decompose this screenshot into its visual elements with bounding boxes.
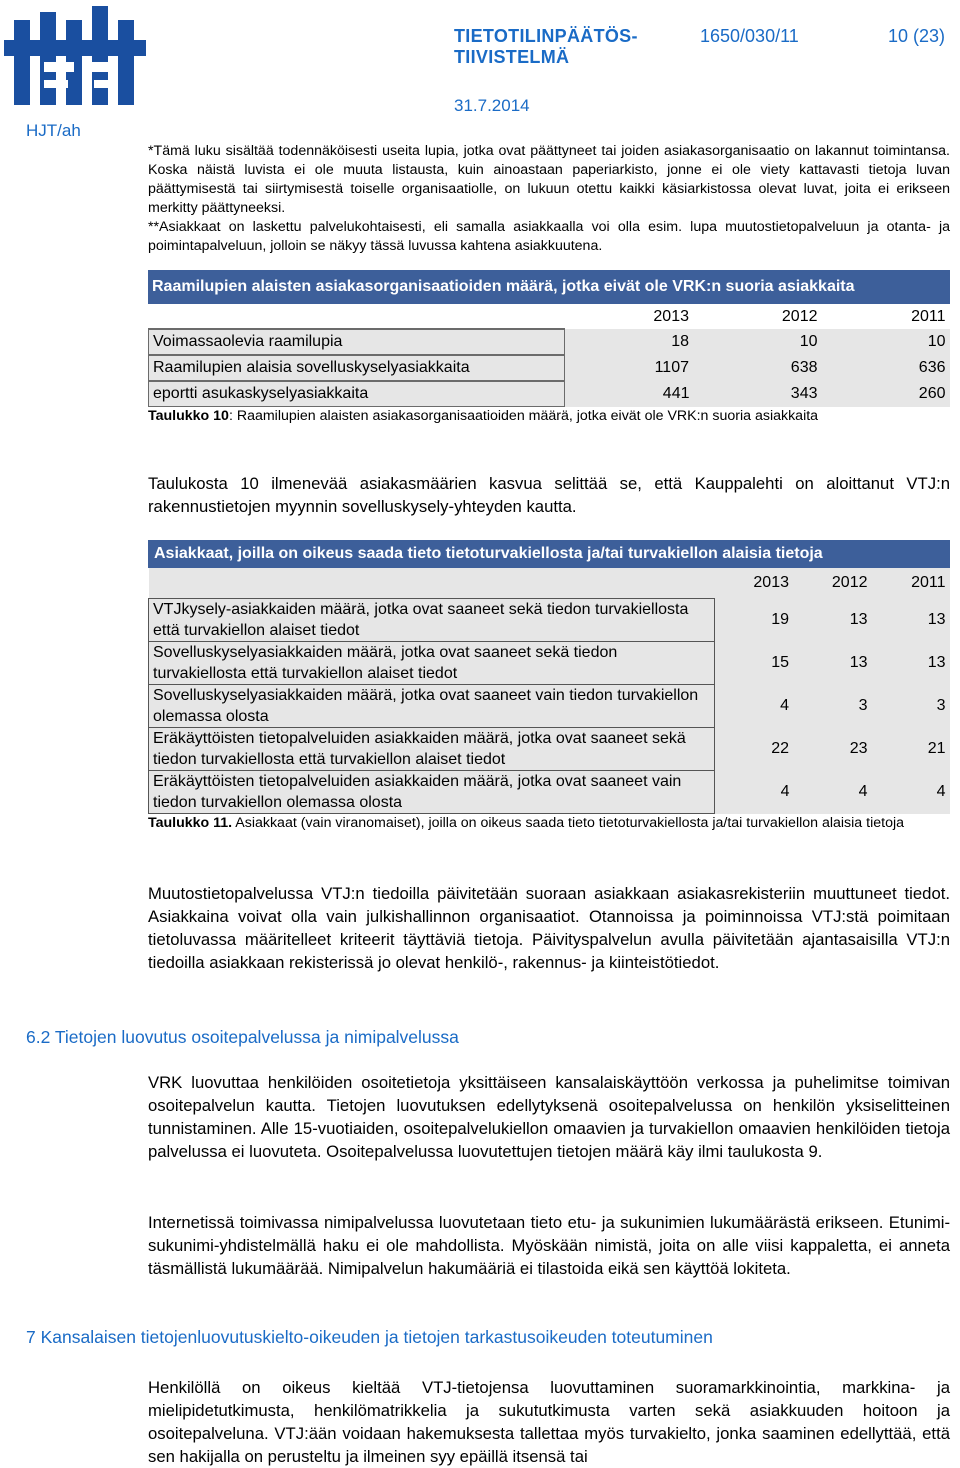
paragraph-text: VRK luovuttaa henkilöiden osoitetietoja yksittäiseen kansalaiskäyttöön verkossa ja puhelimitse toimivan osoitepalvelun kautta. Tietojen luovutuksen edellytyksenä osoitepalvelussa on henkilön yksiselitteinen tunnistaminen. Alle 15-vuotiaiden, osoitepalvelukiellon omaavien ja turvakiellon omaavien henkilöiden tietoja palvelussa ei luovuteta. Osoitepalvelussa luovutettujen tietojen määrä käy ilmi taulukosta 9. <box>148 1073 950 1161</box>
row-label: Eräkäyttöisten tietopalveluiden asiakkaiden määrä, jotka ovat saaneet sekä tiedon turvakiellosta että turvakiellon alaiset tiedot <box>149 728 715 771</box>
cell-value: 18 <box>565 329 694 355</box>
cell-value: 15 <box>715 642 794 685</box>
year-header: 2011 <box>872 568 950 599</box>
table-11-grid <box>148 568 950 814</box>
cell-value: 22 <box>715 728 794 771</box>
cell-value: 13 <box>794 599 872 642</box>
title-line-1: TIETOTILINPÄÄTÖS- <box>454 26 638 46</box>
cell-value: 636 <box>822 355 950 381</box>
org-code: HJT/ah <box>26 121 81 140</box>
table-header-row <box>149 568 950 599</box>
paragraph-3 <box>148 1071 950 1163</box>
table-10 <box>148 270 950 426</box>
table-10-caption <box>148 407 950 426</box>
table-corner <box>149 304 565 329</box>
cell-value: 343 <box>694 381 822 407</box>
cell-value: 3 <box>872 685 950 728</box>
cell-value: 23 <box>794 728 872 771</box>
row-label: Sovelluskyselyasiakkaiden määrä, jotka ovat saaneet vain tiedon turvakiellon olemassa olosta <box>149 685 715 728</box>
table-row <box>149 685 950 728</box>
cell-value: 260 <box>822 381 950 407</box>
caption-label: Taulukko 10 <box>148 408 229 424</box>
row-label: eportti asukaskyselyasiakkaita <box>149 381 565 407</box>
paragraph-2 <box>148 882 950 974</box>
cell-value: 3 <box>794 685 872 728</box>
caption-text: : Raamilupien alaisten asiakasorganisaatioiden määrä, jotka eivät ole VRK:n suoria asiakkaita <box>228 408 819 424</box>
table-10-title: Raamilupien alaisten asiakasorganisaatioiden määrä, jotka eivät ole VRK:n suoria asiakkaita <box>148 270 950 304</box>
table-row <box>149 599 950 642</box>
year-header: 2013 <box>715 568 794 599</box>
footnotes <box>148 142 950 256</box>
cell-value: 10 <box>822 329 950 355</box>
cell-value: 21 <box>872 728 950 771</box>
cell-value: 1107 <box>565 355 694 381</box>
title-line-2: TIIVISTELMÄ <box>454 47 570 67</box>
note-2: **Asiakkaat on laskettu palvelukohtaisesti, eli samalla asiakkaalla voi olla esim. lupa muutostietopalveluun ja otanta- ja poimintapalveluun, jolloin se näkyy tässä luvussa kahtena asiakkuutena. <box>148 219 950 254</box>
section-heading-6-2: 6.2 Tietojen luovutus osoitepalvelussa ja nimipalvelussa <box>26 1027 459 1047</box>
paragraph-4 <box>148 1211 950 1280</box>
cell-value: 4 <box>872 771 950 814</box>
table-row <box>149 642 950 685</box>
document-title <box>454 26 638 68</box>
table-row <box>149 329 950 355</box>
paragraph-text: Muutostietopalvelussa VTJ:n tiedoilla päivitetään suoraan asiakkaan asiakasrekisteriin muuttuneet tiedot. Asiakkaina voivat olla vain julkishallinnon organisaatiot. Otannoissa ja poiminnoissa VTJ:stä poimitaan tietoluvassa määritelleet kriteerit täyttäviä tietoja. Päivityspalvelun avulla päivitetään ajantasaisilla VTJ:n tiedoilla asiakkaan rekisterissä jo olevat henkilö-, rakennus- ja kiinteistötiedot. <box>148 884 950 972</box>
row-label: Eräkäyttöisten tietopalveluiden asiakkaiden määrä, jotka ovat saaneet vain tiedon turvakiellon olemassa olosta <box>149 771 715 814</box>
cell-value: 10 <box>694 329 822 355</box>
table-11 <box>148 540 950 833</box>
document-date: 31.7.2014 <box>454 96 530 115</box>
table-11-title: Asiakkaat, joilla on oikeus saada tieto tietoturvakiellosta ja/tai turvakiellon alaisia tietoja <box>148 540 950 568</box>
cell-value: 4 <box>794 771 872 814</box>
section-heading-7: 7 Kansalaisen tietojenluovutuskielto-oikeuden ja tietojen tarkastusoikeuden toteutuminen <box>26 1327 713 1347</box>
document-number: 1650/030/11 <box>700 26 799 46</box>
table-row <box>149 771 950 814</box>
table-11-caption <box>148 814 950 833</box>
year-header: 2011 <box>822 304 950 329</box>
paragraph-text: Internetissä toimivassa nimipalvelussa luovutetaan tieto etu- ja sukunimien lukumäärästä erikseen. Etunimi-sukunimi-yhdistelmällä haku ei ole mahdollista. Myöskään nimistä, joita on alle viisi kappaletta, ei anneta täsmällistä lukumäärää. Nimipalvelun hakumääriä ei tilastoida eikä sen käyttöä lokiteta. <box>148 1213 950 1278</box>
cell-value: 13 <box>794 642 872 685</box>
row-label: Voimassaolevia raamilupia <box>149 329 565 355</box>
table-10-grid <box>148 304 950 407</box>
cell-value: 638 <box>694 355 822 381</box>
cell-value: 4 <box>715 685 794 728</box>
row-label: Sovelluskyselyasiakkaiden määrä, jotka ovat saaneet sekä tiedon turvakiellosta että turvakiellon alaiset tiedot <box>149 642 715 685</box>
table-header-row <box>149 304 950 329</box>
page-header <box>0 0 960 140</box>
page-number: 10 (23) <box>888 26 946 46</box>
table-corner <box>149 568 715 599</box>
paragraph-text: Henkilöllä on oikeus kieltää VTJ-tietojensa luovuttaminen suoramarkkinointia, markkina- ja mielipidetutkimusta, henkilömatrikkelia ja sukututkimusta varten sekä asiakkuuden hoitoon ja osoitepalveluna. VTJ:ään voidaan hakemuksesta tallettaa myös turvakielto, jonka saaminen edellyttää, että sen hakijalla on perusteltu ja ilmeinen syy epäillä itsensä tai <box>148 1378 950 1466</box>
cell-value: 441 <box>565 381 694 407</box>
paragraph-1 <box>148 472 950 518</box>
note-1: *Tämä luku sisältää todennäköisesti useita lupia, jotka ovat päättyneet tai joiden asiakasorganisaatio on lakannut toimintansa. Koska näistä luvista ei ole muuta listausta, kuin ainoastaan paperiarkisto, jonne ei ole viety kattavasti tietoja luvan päättymisestä tai siirtymisestä toiselle organisaatiolle, on lukuun otettu kaikki käsiarkistossa olevat luvat, joita ei erikseen merkitty päättyneeksi. <box>148 143 950 216</box>
table-row <box>149 728 950 771</box>
year-header: 2013 <box>565 304 694 329</box>
caption-text: Asiakkaat (vain viranomaiset), joilla on oikeus saada tieto tietoturvakiellosta ja/tai turvakiellon alaisia tietoja <box>232 815 904 831</box>
cell-value: 13 <box>872 599 950 642</box>
cell-value: 4 <box>715 771 794 814</box>
caption-label: Taulukko 11. <box>148 815 233 831</box>
row-label: Raamilupien alaisia sovelluskyselyasiakkaita <box>149 355 565 381</box>
row-label: VTJkysely-asiakkaiden määrä, jotka ovat saaneet sekä tiedon turvakiellosta että turvakiellon alaiset tiedot <box>149 599 715 642</box>
cell-value: 19 <box>715 599 794 642</box>
year-header: 2012 <box>794 568 872 599</box>
paragraph-5 <box>148 1376 950 1468</box>
table-row <box>149 355 950 381</box>
year-header: 2012 <box>694 304 822 329</box>
cell-value: 13 <box>872 642 950 685</box>
vrk-logo-icon <box>4 0 146 125</box>
table-row <box>149 381 950 407</box>
paragraph-text: Taulukosta 10 ilmenevää asiakasmäärien kasvua selittää se, että Kauppalehti on aloittanut VTJ:n rakennustietojen myynnin sovelluskysely-yhteyden kautta. <box>148 474 950 516</box>
